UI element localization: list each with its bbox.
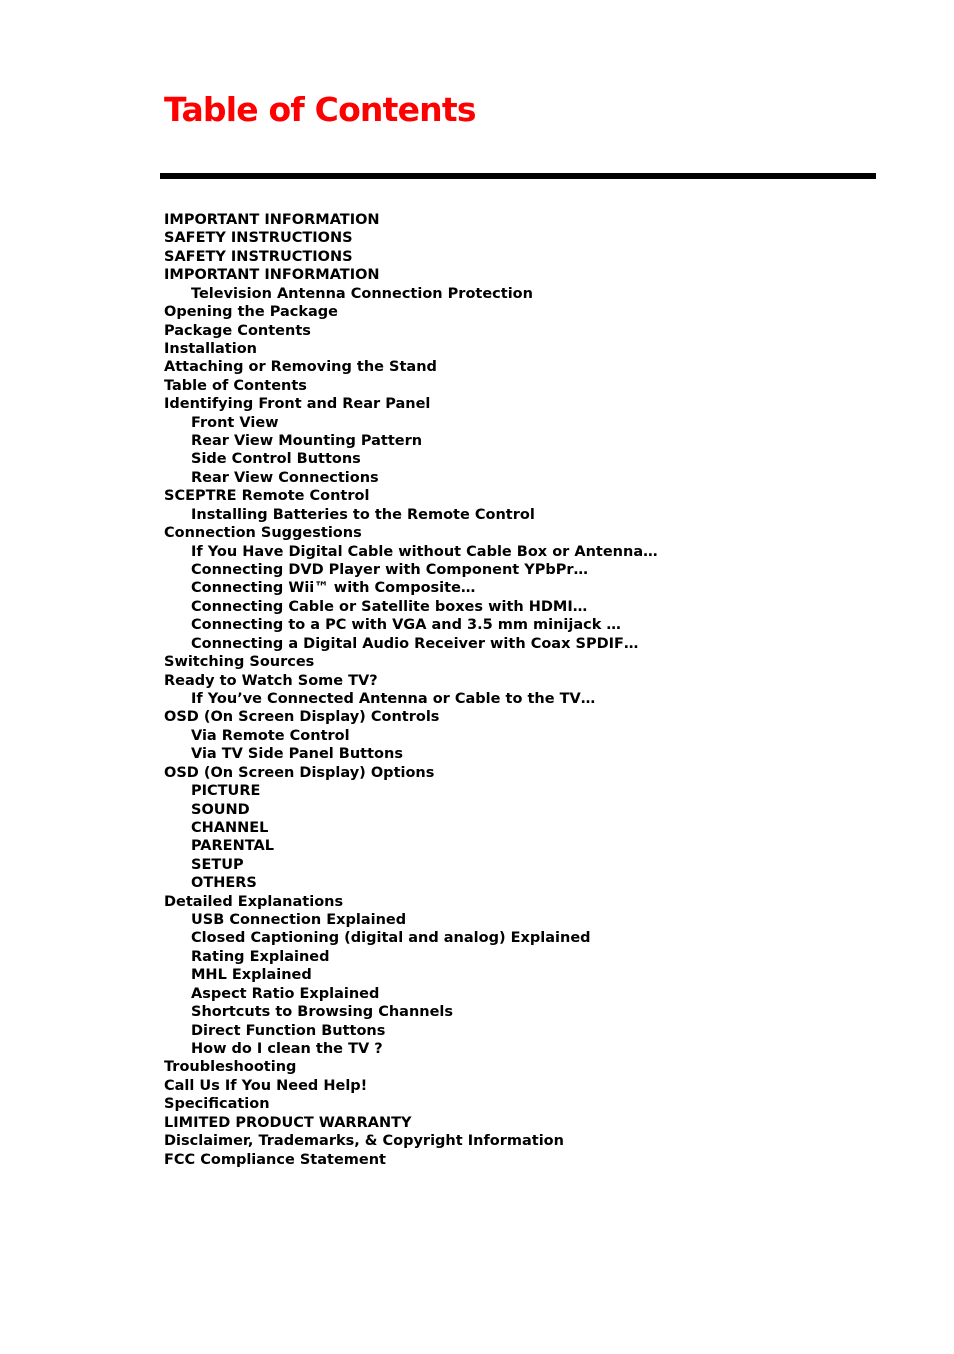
toc-subentry[interactable]: Connecting Wii™ with Composite… [191,580,476,597]
toc-subentry[interactable]: SETUP [191,856,244,873]
toc-entry[interactable]: SAFETY INSTRUCTIONS [164,248,353,265]
toc-subentry[interactable]: USB Connection Explained [191,912,407,929]
toc-entry[interactable]: Identifying Front and Rear Panel [164,396,431,413]
toc-subentry[interactable]: Closed Captioning (digital and analog) Explained [191,930,591,947]
toc-subentry[interactable]: How do I clean the TV ? [191,1040,383,1057]
toc-subentry[interactable]: OTHERS [191,875,257,892]
toc-subentry[interactable]: Connecting to a PC with VGA and 3.5 mm minijack … [191,617,621,634]
toc-subentry[interactable]: Connecting DVD Player with Component YPbPr… [191,562,589,579]
toc-entry[interactable]: Switching Sources [164,654,315,671]
toc-entry[interactable]: Troubleshooting [164,1059,297,1076]
toc-entry[interactable]: SAFETY INSTRUCTIONS [164,230,353,247]
toc-subentry[interactable]: Aspect Ratio Explained [191,985,380,1002]
toc-subentry[interactable]: PICTURE [191,783,261,800]
toc-entry[interactable]: Detailed Explanations [164,893,344,910]
toc-entry[interactable]: Package Contents [164,322,311,339]
toc-subentry[interactable]: Front View [191,414,279,431]
toc-subentry[interactable]: SOUND [191,801,250,818]
toc-subentry[interactable]: Via TV Side Panel Buttons [191,746,403,763]
toc-entry[interactable]: OSD (On Screen Display) Options [164,764,435,781]
toc-subentry[interactable]: Connecting a Digital Audio Receiver with Coax SPDIF… [191,635,639,652]
toc-subentry[interactable]: CHANNEL [191,819,269,836]
toc-list [164,211,658,1169]
toc-entry[interactable]: IMPORTANT INFORMATION [164,212,380,228]
toc-entry[interactable]: Disclaimer, Trademarks, & Copyright Information [164,1133,564,1150]
toc-subentry[interactable]: Installing Batteries to the Remote Control [191,506,535,523]
toc-subentry[interactable]: MHL Explained [191,967,312,984]
toc-subentry[interactable]: Rear View Mounting Pattern [191,433,423,450]
toc-subentry[interactable]: If You Have Digital Cable without Cable Box or Antenna… [191,543,658,560]
toc-subentry[interactable]: If You’ve Connected Antenna or Cable to the TV… [191,690,596,707]
toc-entry[interactable]: Ready to Watch Some TV? [164,672,378,689]
toc-subentry[interactable]: Side Control Buttons [191,451,361,468]
toc-entry[interactable]: Call Us If You Need Help! [164,1077,368,1094]
toc-entry[interactable]: OSD (On Screen Display) Controls [164,709,440,726]
title-divider [160,173,876,179]
toc-subentry[interactable]: Rear View Connections [191,469,379,486]
toc-subentry[interactable]: Rating Explained [191,948,330,965]
toc-entry[interactable]: Table of Contents [164,377,307,394]
toc-subentry[interactable]: Connecting Cable or Satellite boxes with HDMI… [191,598,588,615]
toc-entry[interactable]: SCEPTRE Remote Control [164,488,370,505]
toc-subentry[interactable]: Direct Function Buttons [191,1022,386,1039]
toc-entry[interactable]: LIMITED PRODUCT WARRANTY [164,1114,412,1131]
toc-subentry[interactable]: Shortcuts to Browsing Channels [191,1004,454,1021]
toc-entry[interactable]: IMPORTANT INFORMATION [164,267,380,284]
toc-subentry[interactable]: Television Antenna Connection Protection [191,285,533,302]
toc-entry[interactable]: Installation [164,340,257,357]
toc-entry[interactable]: FCC Compliance Statement [164,1151,386,1168]
toc-entry[interactable]: Attaching or Removing the Stand [164,359,437,376]
page-title: Table of Contents [164,90,476,129]
toc-subentry[interactable]: Via Remote Control [191,727,350,744]
toc-entry[interactable]: Opening the Package [164,304,338,321]
toc-entry[interactable]: Connection Suggestions [164,525,362,542]
toc-entry[interactable]: Specification [164,1096,270,1113]
toc-subentry[interactable]: PARENTAL [191,838,274,855]
